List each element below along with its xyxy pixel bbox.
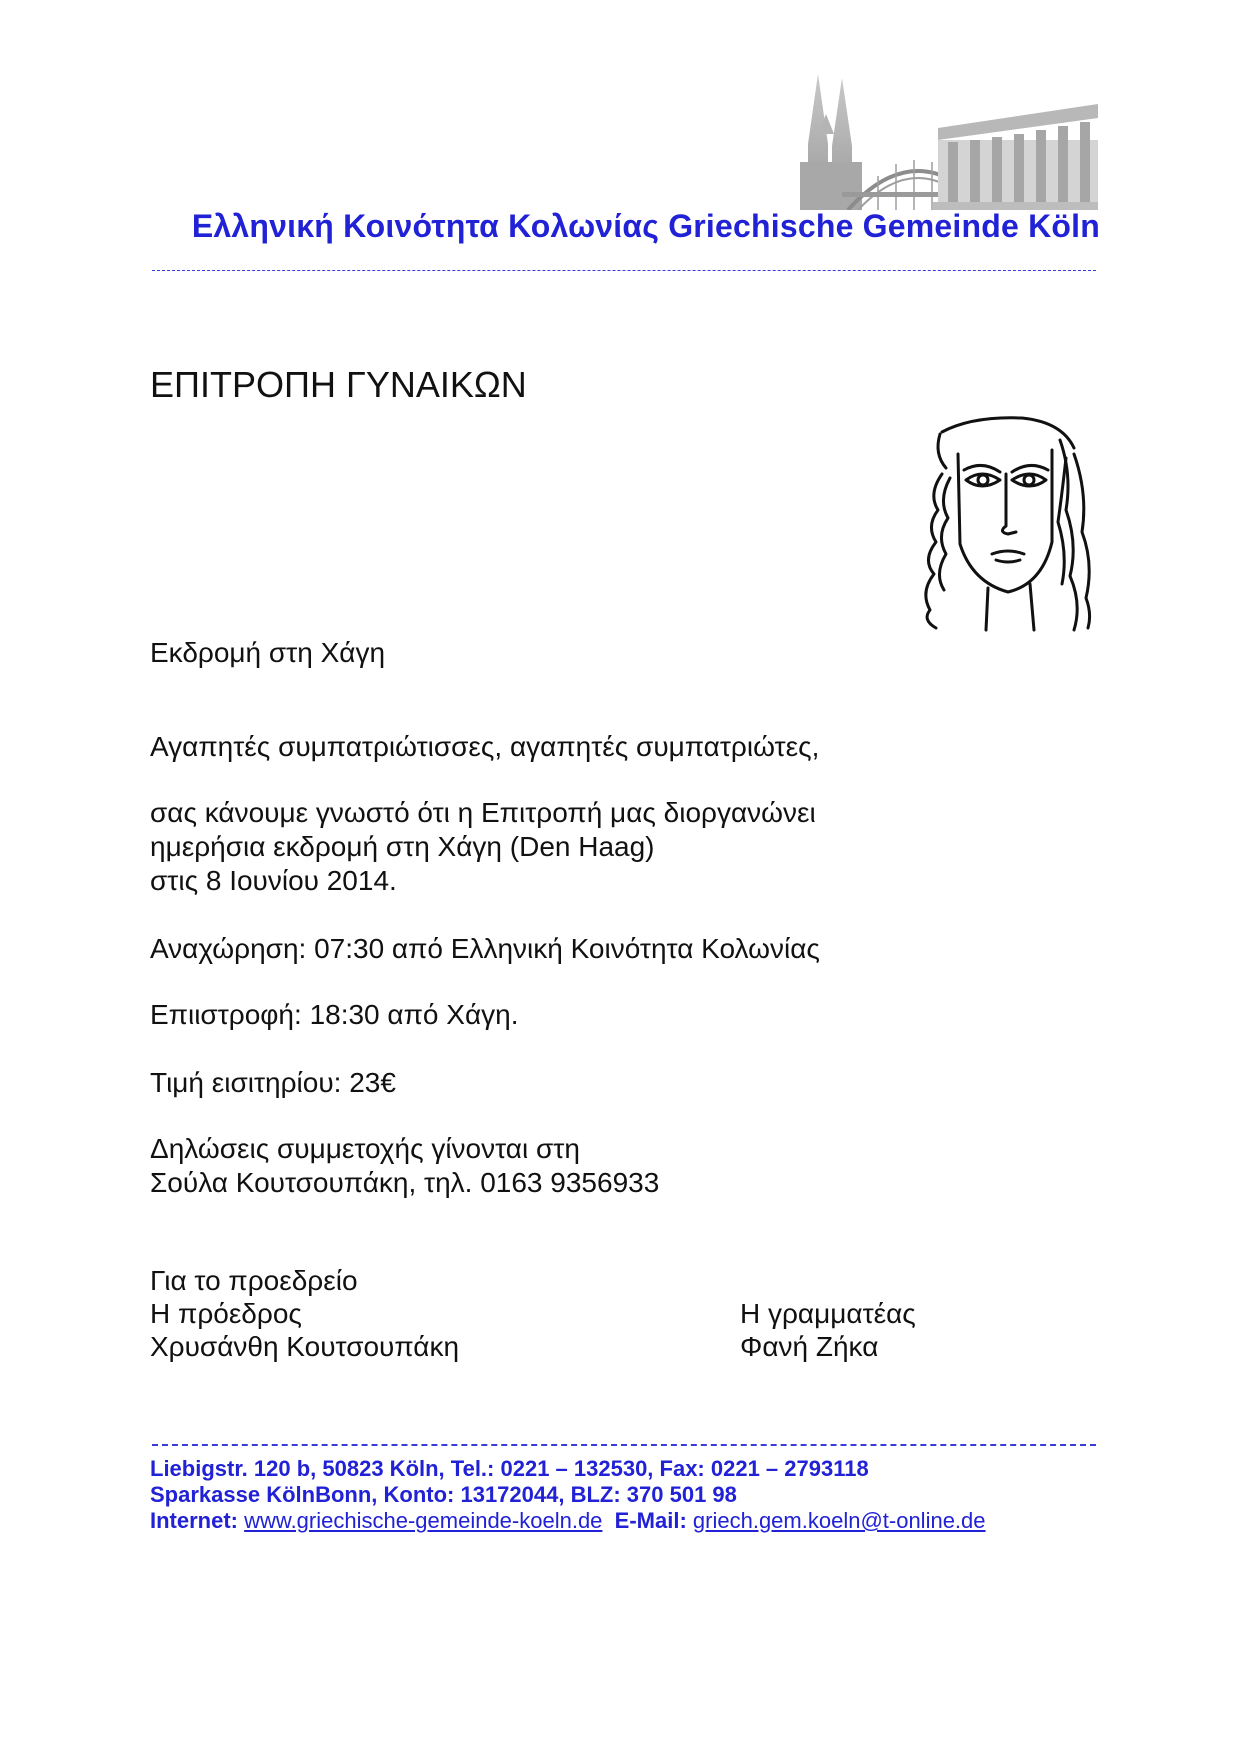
intro-line-2: ημερήσια εκδρομή στη Χάγη (Den Haag) [150, 831, 655, 862]
president-name: Χρυσάνθη Κουτσουπάκη [150, 1331, 460, 1362]
return-line: Επιιστροφή: 18:30 από Χάγη. [150, 999, 519, 1030]
greeting-line: Αγαπητές συμπατριώτισσες, αγαπητές συμπατριώτες, [150, 731, 820, 762]
registration-line-1: Δηλώσεις συμμετοχής γίνονται στη [150, 1133, 580, 1164]
woman-portrait-drawing [912, 414, 1098, 636]
price-line: Τιμή εισιτηρίου: 23€ [150, 1067, 396, 1098]
subject-line: Εκδρομή στη Χάγη [150, 637, 386, 668]
email-label: E-Mail: [614, 1508, 687, 1533]
on-behalf-label: Για το προεδρείο [150, 1265, 358, 1296]
footer-contact [150, 1508, 986, 1534]
committee-heading: ΕΠΙΤΡΟΠΗ ΓΥΝΑΙΚΩΝ [150, 364, 527, 405]
registration-line-2: Σούλα Κουτσουπάκη, τηλ. 0163 9356933 [150, 1167, 660, 1198]
secretary-title: Η γραμματέας [740, 1298, 916, 1329]
intro-line-3: στις 8 Ιουνίου 2014. [150, 865, 397, 896]
internet-label: Internet: [150, 1508, 238, 1533]
footer-bank: Sparkasse KölnBonn, Konto: 13172044, BLZ: 370 501 98 [150, 1482, 737, 1507]
organization-title: Ελληνική Κοινότητα Κολωνίας Griechische Gemeinde Köln [191, 208, 1100, 244]
intro-line-1: σας κάνουμε γνωστό ότι η Επιτροπή μας διοργανώνει [150, 797, 816, 828]
departure-line: Αναχώρηση: 07:30 από Ελληνική Κοινότητα Κολωνίας [150, 933, 820, 964]
header-divider [152, 270, 1096, 271]
email-link[interactable]: griech.gem.koeln@t-online.de [692, 1508, 986, 1533]
skyline-logo-image [788, 74, 1098, 210]
footer-divider [152, 1444, 1096, 1446]
secretary-name: Φανή Ζήκα [740, 1331, 879, 1362]
president-title: Η πρόεδρος [150, 1298, 302, 1329]
website-link[interactable]: www.griechische-gemeinde-koeln.de [244, 1508, 603, 1533]
footer-address: Liebigstr. 120 b, 50823 Köln, Tel.: 0221 – 132530, Fax: 0221 – 2793118 [150, 1456, 869, 1481]
